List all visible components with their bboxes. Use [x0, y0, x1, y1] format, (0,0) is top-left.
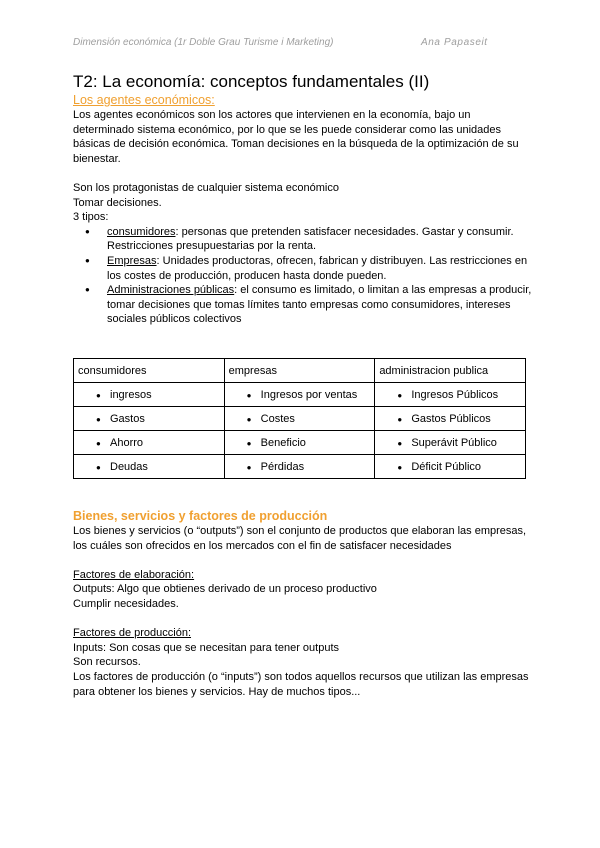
- document-body: [73, 72, 533, 327]
- page-title: T2: La economía: conceptos fundamentales (II): [73, 72, 430, 91]
- table-cell: ● Ahorro: [74, 431, 225, 455]
- cell-text: Deudas: [110, 460, 148, 473]
- agent-term: consumidores: [107, 225, 176, 238]
- section-heading-agents: Los agentes económicos:: [73, 93, 215, 107]
- agent-description: : Unidades productoras, ofrecen, fabrican y distribuyen. Las restricciones en los costes de producción, producen hasta donde pueden.: [107, 254, 528, 282]
- course-name: Dimensión económica (1r Doble Grau Turisme i Marketing): [73, 37, 334, 48]
- agents-line: Son los protagonistas de cualquier sistema económico: [73, 181, 339, 194]
- goods-line: Los factores de producción (o “inputs”) son todos aquellos recursos que utilizan las empresas para obtener los bienes y servicios. Hay de muchos tipos...: [73, 670, 529, 698]
- table-header-cell: consumidores: [74, 359, 225, 383]
- list-item: [93, 254, 533, 283]
- section-heading-goods: Bienes, servicios y factores de producción: [73, 509, 328, 523]
- cell-text: ingresos: [110, 388, 152, 401]
- cell-text: Gastos Públicos: [411, 412, 491, 425]
- table-row: [74, 431, 526, 455]
- goods-line: Cumplir necesidades.: [73, 597, 179, 610]
- list-item: [93, 283, 533, 327]
- agent-types-list: [73, 225, 533, 327]
- goods-line: Inputs: Son cosas que se necesitan para tener outputs: [73, 641, 340, 654]
- table-cell: ● Superávit Público: [375, 431, 526, 455]
- table-cell: ● Pérdidas: [224, 455, 375, 479]
- cell-text: Ahorro: [110, 436, 144, 449]
- cell-text: Ingresos por ventas: [260, 388, 358, 401]
- table-cell: ● Beneficio: [224, 431, 375, 455]
- table-cell: ● Ingresos por ventas: [224, 383, 375, 407]
- agent-description: : el consumo es limitado, o limitan a las empresas a producir, tomar decisiones que tomas límites tanto empresas como consumidores, intereses sociales públicos colectivos: [107, 284, 532, 326]
- cell-text: Costes: [260, 412, 295, 425]
- table-header-row: [74, 359, 526, 383]
- table-cell: ● Costes: [224, 407, 375, 431]
- cell-text: Déficit Público: [411, 460, 482, 473]
- table-row: [74, 383, 526, 407]
- page-header: [73, 37, 533, 48]
- table-row: [74, 455, 526, 479]
- agents-line: 3 tipos:: [73, 211, 109, 224]
- table-cell: ● Ingresos Públicos: [375, 383, 526, 407]
- table-cell: ● Gastos: [74, 407, 225, 431]
- agent-term: Empresas: [107, 254, 157, 267]
- subheading-elaboracion: Factores de elaboración:: [73, 568, 195, 581]
- agent-description: : personas que pretenden satisfacer necesidades. Gastar y consumir. Restricciones presupuestarias por la renta.: [107, 225, 514, 253]
- goods-intro: Los bienes y servicios (o “outputs”) son el conjunto de productos que elaboran las empresas, los cuáles son ofrecidos en los mercados con el fin de satisfacer necesidades: [73, 525, 527, 552]
- list-item: [93, 225, 533, 254]
- cell-text: Superávit Público: [411, 436, 497, 449]
- cell-text: Beneficio: [260, 436, 306, 449]
- agents-intro: Los agentes económicos son los actores que intervienen en la economía, bajo un determinado sistema económico, por lo que se les puede considerar como las unidades básicas de decisión económica. Toman decisiones en la búsqueda de la optimización de su bienestar.: [73, 109, 519, 165]
- cell-text: Pérdidas: [260, 460, 305, 473]
- table-cell: ● ingresos: [74, 383, 225, 407]
- agent-term: Administraciones públicas: [107, 284, 235, 297]
- section-goods: [73, 508, 533, 699]
- cell-text: Gastos: [110, 412, 145, 425]
- table-cell: ● Déficit Público: [375, 455, 526, 479]
- goods-line: Son recursos.: [73, 656, 141, 669]
- agents-table: [73, 358, 526, 479]
- table-cell: ● Gastos Públicos: [375, 407, 526, 431]
- table-cell: ● Deudas: [74, 455, 225, 479]
- goods-line: Outputs: Algo que obtienes derivado de un proceso productivo: [73, 583, 377, 596]
- table-header-cell: administracion publica: [375, 359, 526, 383]
- cell-text: Ingresos Públicos: [411, 388, 499, 401]
- author-name: Ana Papaseit: [421, 37, 488, 48]
- subheading-produccion: Factores de producción:: [73, 627, 192, 640]
- table-row: [74, 407, 526, 431]
- agents-line: Tomar decisiones.: [73, 196, 162, 209]
- table-header-cell: empresas: [224, 359, 375, 383]
